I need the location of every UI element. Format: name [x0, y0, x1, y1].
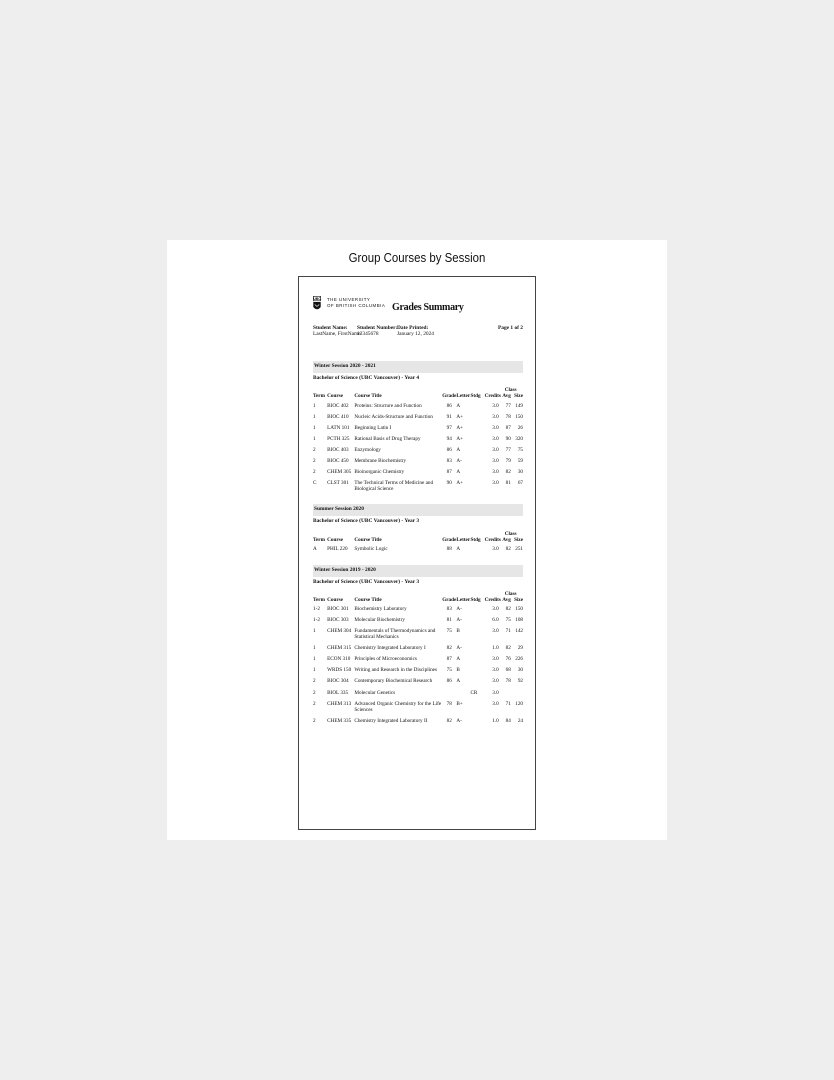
column-header-avg: [501, 384, 517, 400]
cell-title: Proteins: Structure and Function: [354, 402, 422, 409]
cell-size: 67: [517, 480, 523, 487]
cell-size: 26: [517, 424, 523, 431]
page-number: Page 1 of 2: [497, 325, 523, 331]
cell-avg: 81: [505, 480, 511, 487]
session-section: [313, 565, 523, 727]
cell-grade: 75: [446, 667, 452, 674]
cell-term: 2: [313, 700, 316, 707]
cell-letter: A: [456, 656, 461, 663]
cell-grade: 75: [446, 628, 452, 635]
cell-course: CLST 301: [327, 480, 349, 487]
program-title: Bachelor of Science (UBC Vancouver) - Year 3: [313, 518, 420, 525]
cell-course: CHEM 315: [327, 645, 352, 652]
cell-title: Contemporary Biochemical Research: [354, 678, 433, 685]
cell-term: 2: [313, 717, 316, 724]
cell-term: 2: [313, 446, 316, 453]
cell-size: 120: [515, 700, 523, 707]
cell-avg: 78: [505, 413, 511, 420]
table-row: [313, 411, 523, 422]
column-header-term: Term: [313, 596, 325, 603]
grades-table: [313, 588, 523, 727]
cell-term: 1: [313, 424, 316, 431]
student-number-value: 12345678: [357, 331, 379, 338]
table-row: [313, 604, 523, 615]
column-header-title: Course Title: [354, 596, 382, 603]
cell-term: 2: [313, 689, 316, 696]
column-header-term: Term: [313, 536, 325, 543]
cell-course: PHIL 220: [327, 546, 348, 553]
cell-course: LATN 101: [327, 424, 350, 431]
cell-letter: [456, 687, 470, 698]
cell-stdg: [470, 654, 484, 665]
column-header-class: Class: [504, 590, 517, 597]
student-name-block: [313, 325, 361, 337]
cell-credits: 3.0: [492, 457, 499, 464]
cell-grade: 83: [446, 606, 452, 613]
cell-term: 1: [313, 667, 316, 674]
cell-title: Beginning Latin I: [354, 424, 392, 431]
column-header-term: Term: [313, 393, 325, 400]
cell-grade: 86: [446, 446, 452, 453]
cell-letter: A: [456, 446, 461, 453]
cell-size: 59: [517, 457, 523, 464]
cell-credits: 3.0: [492, 413, 499, 420]
session-title: Summer Session 2020: [313, 504, 523, 516]
cell-title: Rational Basis of Drug Therapy: [354, 435, 421, 442]
cell-stdg: [470, 698, 484, 715]
table-row: [313, 665, 523, 676]
cell-avg: 77: [505, 402, 511, 409]
table-row: [313, 455, 523, 466]
student-name-value: LastName, FirstName: [313, 331, 361, 338]
column-header-course: Course: [327, 393, 343, 400]
column-header-letter: Letter: [456, 536, 471, 543]
cell-term: A: [313, 546, 317, 553]
cell-stdg: [470, 615, 484, 626]
cell-avg: 87: [505, 424, 511, 431]
cell-credits: 3.0: [492, 435, 499, 442]
cell-title: Advanced Organic Chemistry for the Life Sciences: [354, 700, 442, 713]
date-printed-block: [397, 325, 434, 337]
column-header-grade: Grade: [442, 536, 457, 543]
cell-size: 251: [515, 546, 523, 553]
cell-title: Molecular Biochemistry: [354, 617, 405, 624]
table-row: [313, 654, 523, 665]
column-header-letter: Letter: [456, 393, 471, 400]
table-row: [313, 477, 523, 494]
table-row: [313, 433, 523, 444]
cell-letter: A: [456, 678, 461, 685]
university-name: [327, 297, 385, 309]
table-row: [313, 715, 523, 726]
cell-credits: 3.0: [492, 667, 499, 674]
cell-avg: 82: [505, 468, 511, 475]
column-header-title: Course Title: [354, 393, 382, 400]
cell-stdg: [470, 444, 484, 455]
cell-avg: 82: [505, 546, 511, 553]
table-row: [313, 466, 523, 477]
cell-letter: B+: [456, 700, 463, 707]
cell-letter: A: [456, 468, 461, 475]
cell-course: BIOC 402: [327, 402, 349, 409]
cell-grade: 88: [446, 546, 452, 553]
cell-avg: 90: [505, 435, 511, 442]
cell-grade: 81: [446, 617, 452, 624]
cell-grade: 86: [446, 402, 452, 409]
cell-avg: 68: [505, 667, 511, 674]
cell-size: 24: [517, 717, 523, 724]
column-header-class: Class: [504, 530, 517, 537]
cell-course: BIOC 303: [327, 617, 349, 624]
cell-avg: 71: [505, 628, 511, 635]
cell-term: 1: [313, 645, 316, 652]
cell-stdg: [470, 400, 484, 411]
cell-size: 149: [515, 402, 523, 409]
student-number-block: [357, 325, 397, 337]
cell-title: The Technical Terms of Medicine and Biological Science: [354, 480, 434, 492]
cell-grade: 87: [446, 656, 452, 663]
cell-grade: 82: [446, 717, 452, 724]
cell-size: 150: [515, 413, 523, 420]
cell-title: Chemistry Integrated Laboratory II: [354, 717, 428, 724]
cell-title: Chemistry Integrated Laboratory I: [354, 645, 426, 652]
cell-credits: 3.0: [492, 446, 499, 453]
cell-credits: 3.0: [492, 678, 499, 685]
cell-term: 1: [313, 413, 316, 420]
cell-title: Bioinorganic Chemistry: [354, 468, 405, 475]
document-title: Grades Summary: [392, 302, 464, 313]
cell-credits: 1.0: [492, 717, 499, 724]
university-name-line1: THE UNIVERSITY: [327, 297, 371, 302]
grades-document: [313, 295, 523, 726]
cell-title: Fundamentals of Thermodynamics and Statistical Mechanics: [354, 628, 436, 641]
cell-letter: A+: [456, 424, 463, 431]
cell-avg: 77: [505, 446, 511, 453]
cell-size: 142: [515, 628, 523, 635]
cell-title: Writing and Research in the Disciplines: [354, 667, 437, 674]
table-row: [313, 626, 523, 643]
cell-title: Membrane Biochemistry: [354, 457, 407, 464]
column-header-size: Size: [514, 393, 523, 400]
cell-course: BIOC 450: [327, 457, 349, 464]
cell-size: 29: [517, 645, 523, 652]
cell-title: Enzymology: [354, 446, 381, 453]
table-row: [313, 400, 523, 411]
preview-title: Group Courses by Session: [348, 250, 486, 265]
cell-course: BIOC 304: [327, 678, 349, 685]
student-name-label: Student Name:: [313, 325, 348, 331]
table-row: [313, 543, 523, 554]
session-title: Winter Session 2020 - 2021: [313, 361, 523, 373]
table-row: [313, 687, 523, 698]
cell-stdg: [470, 477, 484, 494]
cell-avg: 82: [505, 606, 511, 613]
university-logo: [313, 296, 385, 312]
grades-table: [313, 384, 523, 494]
cell-grade: 87: [446, 468, 452, 475]
grades-table: [313, 527, 523, 554]
cell-title: Biochemistry Laboratory: [354, 606, 407, 613]
cell-stdg: [470, 543, 484, 554]
cell-size: [511, 687, 523, 698]
cell-stdg: CR: [470, 689, 478, 696]
program-title: Bachelor of Science (UBC Vancouver) - Year 4: [313, 375, 420, 381]
cell-credits: 1.0: [492, 645, 499, 652]
cell-stdg: [470, 433, 484, 444]
cell-course: WRDS 150: [327, 667, 352, 674]
cell-grade: [442, 687, 456, 698]
cell-letter: A: [456, 546, 461, 553]
svg-text:UBC: UBC: [313, 296, 321, 301]
column-header-title: Course Title: [354, 536, 382, 543]
cell-avg: 76: [505, 656, 511, 663]
column-header-stdg: Stdg: [470, 393, 481, 400]
cell-stdg: [470, 626, 484, 643]
cell-size: 150: [515, 606, 523, 613]
cell-credits: 3.0: [492, 606, 499, 613]
cell-title: Principles of Microeconomics: [354, 656, 417, 663]
cell-size: 75: [517, 446, 523, 453]
table-header-row: [313, 384, 523, 400]
table-header-row: [313, 527, 523, 543]
table-row: [313, 698, 523, 715]
column-header-avg: [501, 527, 517, 543]
cell-size: 108: [515, 617, 523, 624]
cell-size: 92: [517, 678, 523, 685]
cell-course: BIOC 410: [327, 413, 349, 420]
program-title: Bachelor of Science (UBC Vancouver) - Year 3: [313, 578, 420, 585]
cell-credits: 3.0: [492, 480, 499, 487]
cell-term: 1-2: [313, 617, 320, 624]
column-header-grade: Grade: [442, 596, 457, 603]
column-header-letter: Letter: [456, 596, 471, 603]
column-header-avg-label: Avg: [502, 536, 511, 543]
cell-term: C: [313, 480, 317, 487]
cell-letter: A-: [456, 606, 462, 613]
session-section: [313, 361, 523, 494]
cell-letter: A-: [456, 645, 462, 652]
table-row: [313, 676, 523, 687]
column-header-size: Size: [514, 596, 523, 603]
cell-grade: 86: [446, 678, 452, 685]
cell-term: 1: [313, 656, 316, 663]
cell-stdg: [470, 411, 484, 422]
cell-stdg: [470, 604, 484, 615]
cell-stdg: [470, 466, 484, 477]
column-header-avg-label: Avg: [502, 596, 511, 603]
table-row: [313, 422, 523, 433]
table-row: [313, 643, 523, 654]
document-header: [313, 295, 523, 323]
cell-course: CHEM 304: [327, 628, 352, 635]
column-header-size: Size: [514, 536, 523, 543]
column-header-credits: Credits: [484, 393, 501, 400]
date-printed-value: January 12, 2024: [397, 331, 434, 338]
cell-stdg: [470, 665, 484, 676]
cell-term: 2: [313, 678, 316, 685]
cell-avg: 71: [505, 700, 511, 707]
cell-title: Molecular Genetics: [354, 689, 396, 696]
cell-letter: A+: [456, 435, 463, 442]
cell-credits: 3.0: [492, 689, 499, 696]
cell-avg: 75: [505, 617, 511, 624]
cell-letter: A-: [456, 617, 462, 624]
cell-avg: 79: [505, 457, 511, 464]
student-number-label: Student Number:: [357, 325, 398, 331]
preview-card: [167, 240, 667, 840]
cell-credits: 3.0: [492, 402, 499, 409]
cell-credits: 3.0: [492, 468, 499, 475]
cell-stdg: [470, 676, 484, 687]
date-printed-label: Date Printed:: [397, 325, 429, 331]
cell-grade: 97: [446, 424, 452, 431]
sessions-container: [313, 361, 523, 726]
column-header-course: Course: [327, 596, 343, 603]
ubc-crest-icon: [313, 296, 321, 312]
column-header-course: Course: [327, 536, 343, 543]
cell-grade: 82: [446, 645, 452, 652]
cell-grade: 83: [446, 457, 452, 464]
cell-letter: A+: [456, 413, 463, 420]
cell-grade: 78: [446, 700, 452, 707]
cell-course: PCTH 325: [327, 435, 350, 442]
column-header-class: Class: [504, 387, 517, 394]
cell-course: CHEM 335: [327, 717, 352, 724]
student-info: [313, 325, 523, 355]
university-name-line2: OF BRITISH COLUMBIA: [327, 302, 386, 308]
document-page[interactable]: [298, 276, 536, 830]
column-header-avg: [501, 588, 517, 604]
cell-letter: A: [456, 402, 461, 409]
column-header-avg-label: Avg: [502, 393, 511, 400]
cell-course: ECON 310: [327, 656, 351, 663]
cell-term: 1: [313, 628, 316, 635]
cell-title: Nucleic Acids-Structure and Function: [354, 413, 433, 420]
column-header-stdg: Stdg: [470, 536, 481, 543]
column-header-credits: Credits: [484, 596, 501, 603]
cell-grade: 90: [446, 480, 452, 487]
cell-size: 320: [515, 435, 523, 442]
cell-credits: 6.0: [492, 617, 499, 624]
cell-stdg: [470, 455, 484, 466]
column-header-credits: Credits: [484, 536, 501, 543]
cell-course: CHEM 305: [327, 468, 352, 475]
cell-credits: 3.0: [492, 546, 499, 553]
session-title: Winter Session 2019 - 2020: [313, 565, 523, 577]
cell-grade: 91: [446, 413, 452, 420]
cell-stdg: [470, 422, 484, 433]
cell-letter: A-: [456, 717, 462, 724]
cell-avg: [501, 687, 511, 698]
cell-size: 30: [517, 468, 523, 475]
cell-term: 1-2: [313, 606, 320, 613]
cell-credits: 3.0: [492, 700, 499, 707]
cell-size: 226: [515, 656, 523, 663]
table-row: [313, 444, 523, 455]
cell-course: BIOC 301: [327, 606, 349, 613]
table-header-row: [313, 588, 523, 604]
cell-grade: 94: [446, 435, 452, 442]
cell-letter: B: [456, 667, 460, 674]
cell-avg: 84: [505, 717, 511, 724]
cell-letter: A-: [456, 457, 462, 464]
cell-credits: 3.0: [492, 628, 499, 635]
cell-term: 1: [313, 402, 316, 409]
cell-stdg: [470, 643, 484, 654]
cell-term: 2: [313, 457, 316, 464]
cell-letter: B: [456, 628, 460, 635]
table-row: [313, 615, 523, 626]
cell-stdg: [470, 715, 484, 726]
cell-course: BIOL 335: [327, 689, 349, 696]
cell-avg: 78: [505, 678, 511, 685]
cell-term: 1: [313, 435, 316, 442]
cell-credits: 3.0: [492, 656, 499, 663]
cell-size: 30: [517, 667, 523, 674]
column-header-stdg: Stdg: [470, 596, 481, 603]
column-header-grade: Grade: [442, 393, 457, 400]
cell-course: BIOC 403: [327, 446, 349, 453]
cell-letter: A+: [456, 480, 463, 487]
cell-avg: 82: [505, 645, 511, 652]
session-section: [313, 504, 523, 554]
cell-title: Symbolic Logic: [354, 546, 388, 553]
cell-course: CHEM 313: [327, 700, 352, 707]
cell-credits: 3.0: [492, 424, 499, 431]
cell-term: 2: [313, 468, 316, 475]
